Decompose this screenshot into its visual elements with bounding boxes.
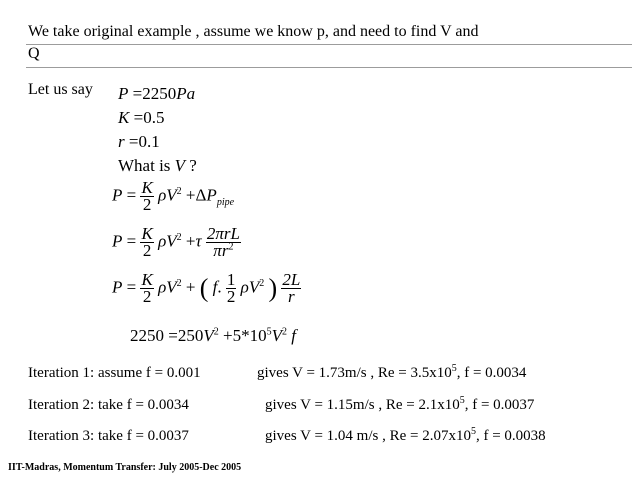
heading-line-2: Q: [28, 45, 40, 62]
fraction-k-over-2: $\frac{K}{2}$: [141, 178, 153, 214]
heading-divider: [26, 44, 632, 45]
iteration-2-result: gives V = 1.15m/s , $Re = 2.1x10^5$, f = 0.0037: [265, 395, 535, 413]
given-p: P =2250Pa: [118, 84, 196, 103]
footer-credit: IIT-Madras, Momentum Transfer: July 2005-Dec 2005: [8, 462, 242, 473]
iteration-1-label: Iteration 1: assume f = 0.001: [28, 365, 201, 381]
fraction-one-half: $\frac{1}{2}$: [226, 270, 236, 306]
given-r: r =0.1: [118, 132, 160, 151]
fraction-k-over-2: $\frac{K}{2}$: [141, 224, 153, 260]
let-us-say-label: Let us say: [28, 81, 93, 98]
question-what-is-v: What is V ?: [118, 156, 197, 175]
fraction-k-over-2: $\frac{K}{2}$: [141, 270, 153, 306]
iteration-3-result: gives V = 1.04 m/s , $Re = 2.07x10^5$, f = 0.0038: [265, 426, 546, 444]
iteration-2-label: Iteration 2: take f = 0.0034: [28, 397, 189, 413]
equation-4: $2250 =250V^2 +5*10^5V^2$ f: [130, 326, 296, 345]
iteration-3-label: Iteration 3: take f = 0.0037: [28, 428, 189, 444]
iteration-1-result: gives V = 1.73m/s , $Re = 3.5x10^5$, f = 0.0034: [257, 363, 527, 381]
given-k: K =0.5: [118, 108, 165, 127]
subheading-divider: [26, 67, 632, 68]
fraction-2l-over-r: $\frac{2L}{r}$: [282, 270, 301, 306]
equation-3: P = $\frac{K}{2}$ $\rho V^2$ + ( f. $\frac{1}{2}$ $\rho V^2$ ) $\frac{2L}{r}$: [112, 270, 301, 306]
equation-1: P = $\frac{K}{2}$ $\rho V^2 +\Delta P_{pipe}$: [112, 178, 235, 214]
heading-line-1: We take original example , assume we know p, and need to find V and: [28, 23, 479, 40]
fraction-area-ratio: $\frac{\text{2πrL}}{\pi r^2}$: [206, 224, 240, 260]
equation-2: P = $\frac{K}{2}$ $\rho V^2 +\tau$ $\frac{\text{2πrL}}{\pi r^2}$: [112, 224, 240, 260]
